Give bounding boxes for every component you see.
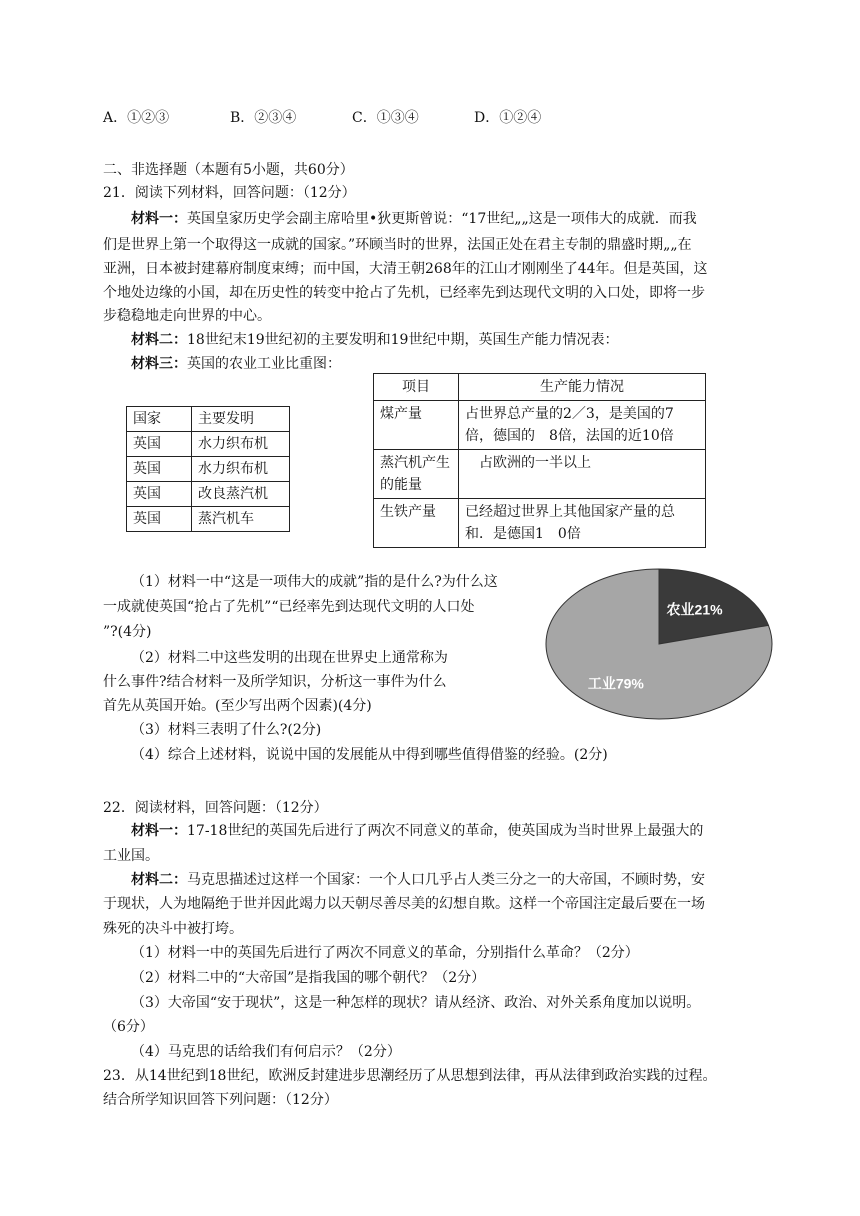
table-row (374, 450, 706, 499)
table-cell: 英国 (127, 457, 192, 482)
q21-m1-line: 个地处边缘的小国，却在历史性的转变中抢占了先机，已经率先到达现代文明的入口处，即将一步 (103, 285, 705, 301)
q21-question: （1）材料一中“这是一项伟大的成就”指的是什么?为什么这 (131, 574, 498, 590)
q23-line: 23．从14世纪到18世纪，欧洲反封建进步思潮经历了从思想到法律，再从法律到政治实践的过程。 (103, 1068, 717, 1084)
table-cell: 占欧洲的一半以上 (459, 450, 706, 499)
table-cell: 英国 (127, 432, 192, 457)
q22-m2-line (131, 870, 705, 890)
material-text: 马克思描述过这样一个国家：一个人口几乎占人类三分之一的大帝国，不顾时势，安 (187, 872, 705, 888)
q22-question: （6分） (103, 1019, 154, 1035)
table-header: 项目 (374, 374, 459, 401)
table-row (127, 482, 290, 507)
q22-question: （2）材料二中的“大帝国”是指我国的哪个朝代？（2分） (131, 970, 486, 986)
q21-m2-line (131, 330, 618, 350)
table-row (127, 407, 290, 432)
agri-industry-pie-chart (541, 564, 777, 724)
table-row (127, 507, 290, 532)
material-text: 英国皇家历史学会副主席哈里•狄更斯曾说：“17世纪„„这是一项伟大的成就．而我 (187, 211, 697, 227)
table-row (374, 401, 706, 450)
material-label: 材料二： (131, 332, 187, 348)
q23-line: 结合所学知识回答下列问题：（12分） (103, 1092, 338, 1108)
q22-m2-line: 于现状，人为地隔绝于世并因此竭力以天朝尽善尽美的幻想自欺。这样一个帝国注定最后要在一场 (103, 896, 705, 912)
q21-question: ”?(4分) (103, 624, 152, 640)
option-c: C．①③④ (352, 110, 419, 126)
q21-m1-line (131, 209, 697, 229)
table-row (127, 432, 290, 457)
material-text: 17-18世纪的英国先后进行了两次不同意义的革命，使英国成为当时世界上最强大的 (187, 823, 704, 839)
table-header: 国家 (127, 407, 192, 432)
option-a: A．①②③ (103, 110, 170, 126)
q21-question: 一成就使英国“抢占了先机”“已经率先到达现代文明的人口处 (103, 599, 475, 615)
q21-question: 什么事件?结合材料一及所学知识，分析这一事件为什么 (103, 674, 447, 690)
table-row (374, 499, 706, 548)
q21-title: 21．阅读下列材料，回答问题：（12分） (103, 185, 356, 201)
table-cell: 占世界总产量的2／3，是美国的7倍，德国的 8倍，法国的近10倍 (459, 401, 706, 450)
table-row (127, 457, 290, 482)
material-label: 材料一： (131, 211, 187, 227)
q22-m1-line (131, 821, 703, 841)
material-text: 英国的农业工业比重图： (187, 356, 341, 372)
q22-question: （1）材料一中的英国先后进行了两次不同意义的革命，分别指什么革命？（2分） (131, 945, 639, 961)
q21-m1-line: 步稳稳地走向世界的中心。 (103, 308, 271, 324)
table-cell: 煤产量 (374, 401, 459, 450)
q21-question: 首先从英国开始。(至少写出两个因素)(4分) (103, 698, 372, 714)
table-row (374, 374, 706, 401)
table-cell: 水力织布机 (192, 432, 290, 457)
q22-question: （3）大帝国“安于现状”，这是一种怎样的现状？请从经济、政治、对外关系角度加以说明。 (131, 995, 701, 1011)
q21-m1-line: 亚洲，日本被封建幕府制度束缚；而中国，大清王朝268年的江山才刚刚坐了44年。但是英国，这 (103, 261, 708, 277)
q22-m2-line: 殊死的决斗中被打垮。 (103, 921, 243, 937)
q22-m1-line: 工业国。 (103, 848, 159, 864)
material-label: 材料三： (131, 356, 187, 372)
table-cell: 英国 (127, 507, 192, 532)
table-cell: 改良蒸汽机 (192, 482, 290, 507)
pie-label-agriculture: 农业21% (666, 601, 723, 618)
material-text: 18世纪末19世纪初的主要发明和19世纪中期，英国生产能力情况表： (187, 332, 619, 348)
table-cell: 蒸汽机车 (192, 507, 290, 532)
table-cell: 生铁产量 (374, 499, 459, 548)
table-cell: 英国 (127, 482, 192, 507)
table-header: 主要发明 (192, 407, 290, 432)
q21-question: （4）综合上述材料，说说中国的发展能从中得到哪些值得借鉴的经验。(2分) (131, 747, 608, 763)
table-cell: 水力织布机 (192, 457, 290, 482)
table-cell: 已经超过世界上其他国家产量的总和．是德国1 0倍 (459, 499, 706, 548)
inventions-table (126, 406, 290, 532)
option-d: D．①②④ (474, 110, 542, 126)
table-header: 生产能力情况 (459, 374, 706, 401)
section-heading: 二、非选择题（本题有5小题，共60分） (103, 162, 354, 178)
pie-label-industry: 工业79% (587, 675, 644, 692)
table-cell: 蒸汽机产生的能量 (374, 450, 459, 499)
material-label: 材料一： (131, 823, 187, 839)
material-label: 材料二： (131, 872, 187, 888)
option-b: B．②③④ (230, 110, 297, 126)
q21-m1-line: 们是世界上第一个取得这一成就的国家。”环顾当时的世界，法国正处在君主专制的鼎盛时期„„在 (103, 237, 692, 253)
q21-question: （3）材料三表明了什么?(2分) (131, 722, 322, 738)
q21-m3-line (131, 354, 341, 374)
capacity-table (373, 373, 706, 548)
q21-question: （2）材料二中这些发明的出现在世界史上通常称为 (131, 650, 448, 666)
q22-title: 22．阅读材料，回答问题：（12分） (103, 800, 328, 816)
q22-question: （4）马克思的话给我们有何启示？（2分） (131, 1044, 401, 1060)
